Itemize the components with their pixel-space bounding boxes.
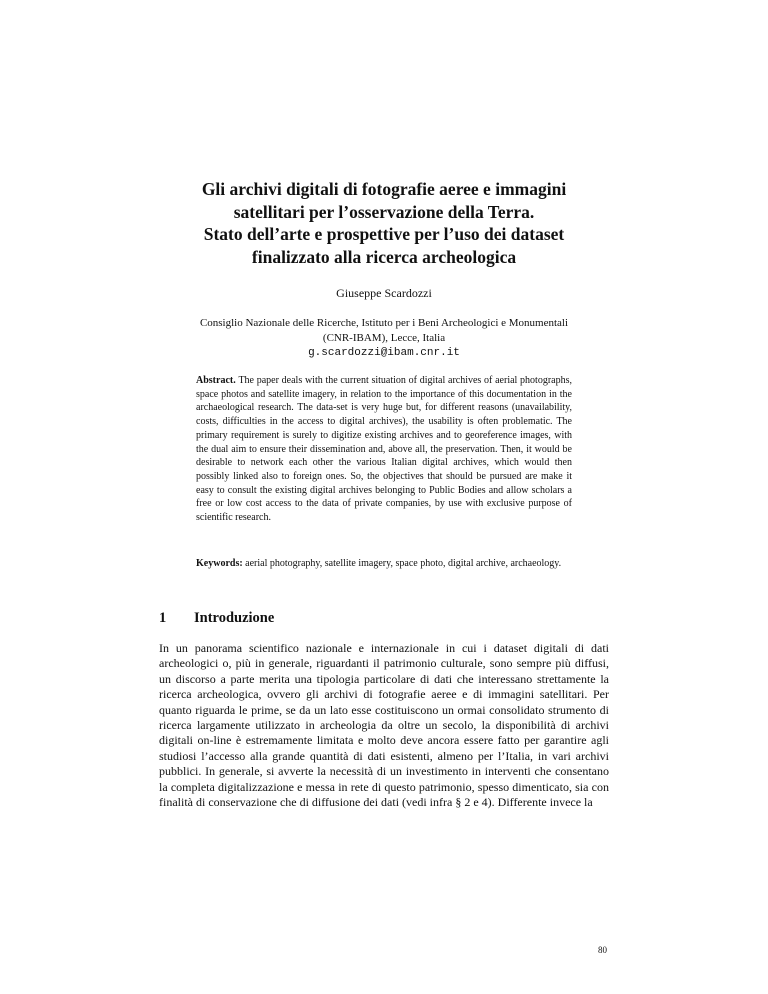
author-email: g.scardozzi@ibam.cnr.it	[308, 347, 460, 359]
abstract	[196, 374, 572, 525]
author-name: Giuseppe Scardozzi	[336, 286, 432, 300]
title-line: Stato dell’arte e prospettive per l’uso dei dataset	[203, 224, 565, 244]
affiliation-line: Consiglio Nazionale delle Ricerche, Istituto per i Beni Archeologici e Monumentali	[199, 317, 569, 329]
section-title: Introduzione	[194, 610, 275, 626]
page-number: 80	[598, 945, 607, 955]
keywords-text: aerial photography, satellite imagery, space photo, digital archive, archaeology.	[245, 558, 562, 569]
title-line: satellitari per l’osservazione della Terra.	[233, 201, 535, 222]
abstract-label: Abstract.	[196, 375, 239, 386]
body-paragraph: In un panorama scientifico nazionale e internazionale in cui i dataset digitali di dati archeologici o, più in generale, riguardanti il patrimonio culturale, sono sempre più diffusi, un discorso a parte merita una tipologia particolare di dati che interessano strettamente la ricerca archeologica, ovvero gli archivi di fotografie aeree e di immagini satellitari. Per quanto riguarda le prime, se da un lato esse costituiscono un ormai consolidato strumento di ricerca largamente utilizzato in archeologia da oltre un secolo, la disponibilità di archivi digitali on-line è estremamente limitata e molto deve ancora essere fatto per garantire agli studiosi l’accesso alla grande quantità di dati esistenti, almeno per l’Italia, in vari archivi pubblici. In generale, si avverte la necessità di un investimento in interventi che consentano la completa digitalizzazione e messa in rete di questo patrimonio, spesso dimenticato, sia con finalità di conservazione che di diffusione dei dati (vedi infra § 2 e 4). Differente invece la	[159, 641, 609, 810]
keywords-label: Keywords:	[196, 558, 246, 569]
affiliation	[140, 316, 628, 361]
paper-title	[130, 178, 638, 268]
title-line: Gli archivi digitali di fotografie aeree e immagini	[201, 179, 567, 199]
abstract-text: The paper deals with the current situation of digital archives of aerial photographs, space photos and satellite imagery, in relation to the importance of this documentation in the archaeological research. The data-set is very huge but, for different reasons (unavailability, costs, difficulties in the access to digital archives), the usability is often problematic. The primary requirement is surely to digitize existing archives and to georeference images, with the dual aim to ensure their dissemination and, above all, the preservation. Then, it would be desirable to network each other the various Italian digital archives, which would then possibly linked also to foreign ones. So, the objectives that should be pursued are make it easy to consult the existing digital archives belonging to Public Bodies and allow scholars a free or low cost access to the data of private companies, by use with exclusive purpose of scientific research.	[196, 375, 572, 524]
section-number: 1	[159, 610, 167, 626]
keywords	[196, 557, 572, 571]
section-heading	[159, 610, 274, 627]
affiliation-line: (CNR-IBAM), Lecce, Italia	[322, 332, 446, 344]
title-line: finalizzato alla ricerca archeologica	[251, 246, 517, 267]
